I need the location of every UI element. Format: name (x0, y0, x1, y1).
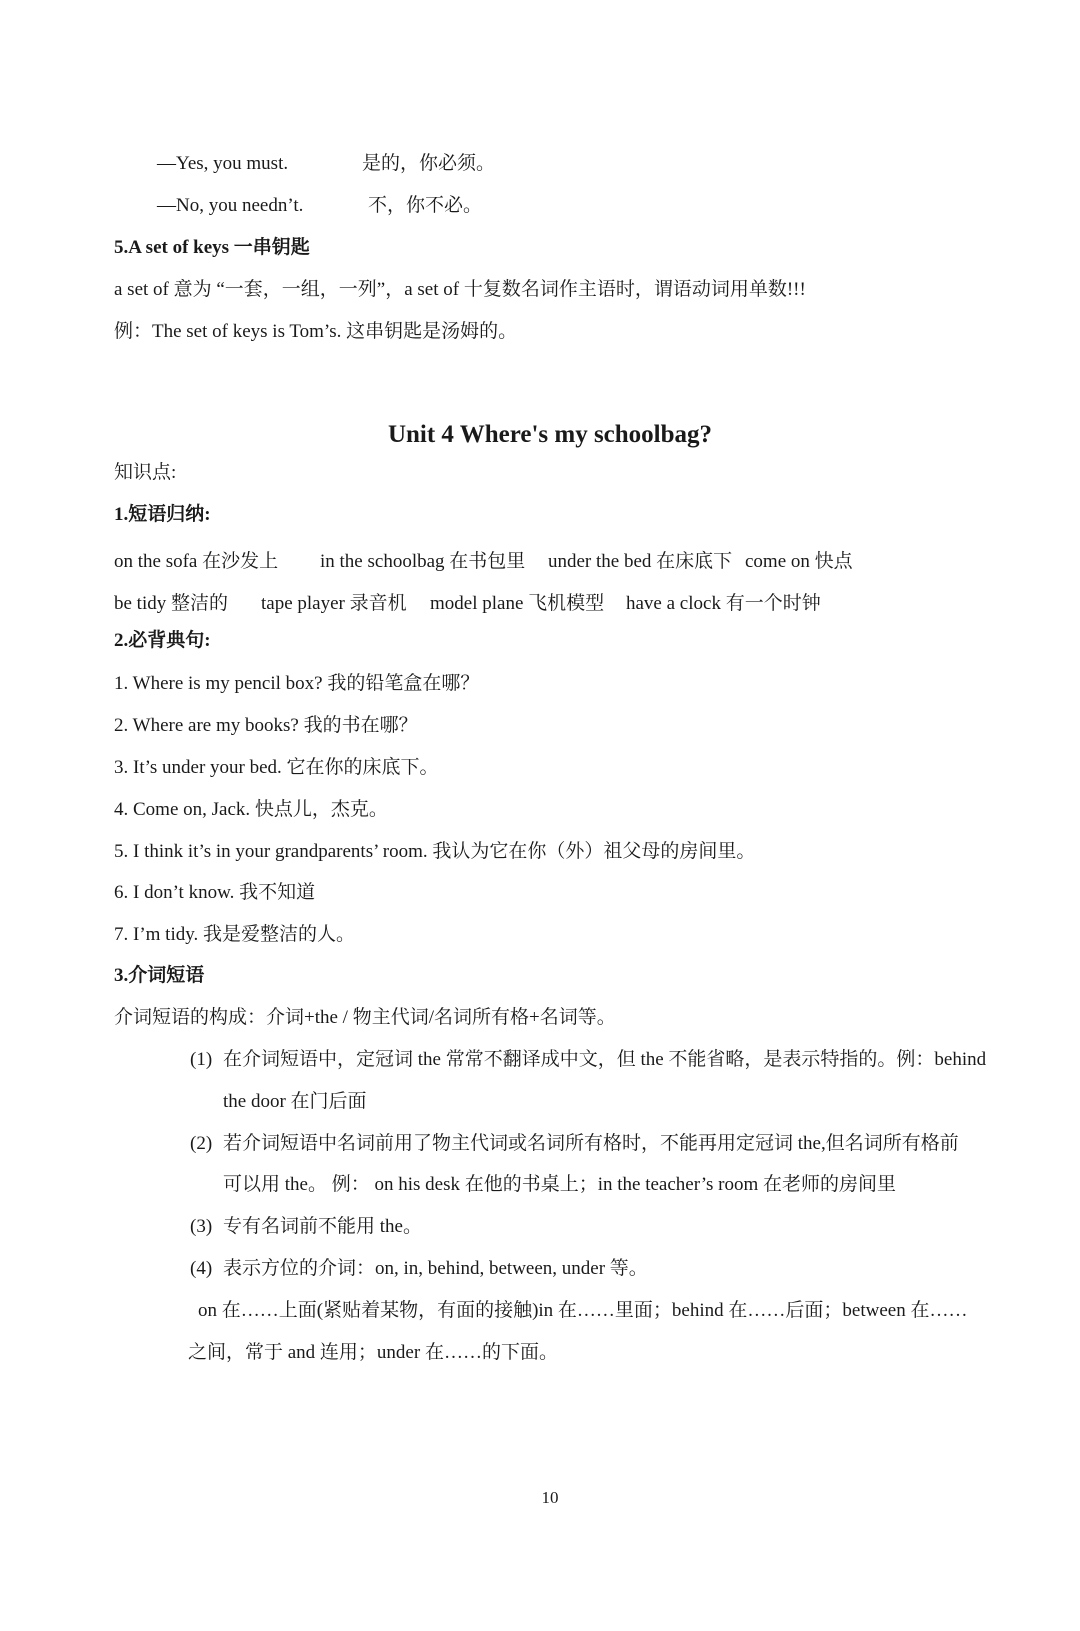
sentence-item: 3. It’s under your bed. 它在你的床底下。 (114, 757, 439, 778)
rule-number: (2) (190, 1133, 213, 1154)
unit-title: Unit 4 Where's my schoolbag? (387, 421, 713, 448)
set-of-keys-heading: 5.A set of keys 一串钥匙 (114, 237, 310, 258)
phrases-heading: 1.短语归纳: (114, 504, 211, 525)
sentence-item: 7. I’m tidy. 我是爱整洁的人。 (114, 924, 356, 945)
knowledge-label: 知识点: (114, 462, 177, 483)
rule-text-continued: 可以用 the。 例： on his desk 在他的书桌上；in the teacher’s room 在老师的房间里 (223, 1174, 897, 1195)
phrase-item: under the bed 在床底下 (548, 551, 733, 572)
set-of-keys-example: 例：The set of keys is Tom’s. 这串钥匙是汤姆的。 (114, 321, 518, 342)
sentence-item: 1. Where is my pencil box? 我的铅笔盒在哪？ (114, 673, 480, 694)
dialog-no-english: —No, you needn’t. (157, 195, 304, 216)
set-of-keys-explanation: a set of 意为 “一套，一组，一列”，a set of 十复数名词作主语时，谓语动词用单数!!! (114, 279, 806, 300)
dialog-no-chinese: 不，你不必。 (368, 195, 483, 216)
rule-text: 在介词短语中，定冠词 the 常常不翻译成中文，但 the 不能省略，是表示特指的。例：behind (223, 1049, 987, 1070)
rule-number: (4) (190, 1258, 213, 1279)
phrase-item: in the schoolbag 在书包里 (320, 551, 526, 572)
sentence-item: 5. I think it’s in your grandparents’ room. 我认为它在你（外）祖父母的房间里。 (114, 841, 756, 862)
prep-heading: 3.介词短语 (114, 965, 205, 986)
phrase-item: be tidy 整洁的 (114, 593, 228, 614)
sentence-item: 2. Where are my books? 我的书在哪？ (114, 715, 418, 736)
sentence-item: 6. I don’t know. 我不知道 (114, 882, 316, 903)
prep-structure: 介词短语的构成：介词+the / 物主代词/名词所有格+名词等。 (114, 1007, 616, 1028)
prep-meaning-note: on 在……上面(紧贴着某物，有面的接触)in 在……里面；behind 在……后面；between 在…… (198, 1300, 968, 1321)
rule-text: 若介词短语中名词前用了物主代词或名词所有格时，不能再用定冠词 the,但名词所有格前 (223, 1133, 959, 1154)
dialog-yes-english: —Yes, you must. (157, 153, 289, 174)
sentences-heading: 2.必背典句: (114, 630, 211, 651)
dialog-yes-chinese: 是的，你必须。 (362, 153, 496, 174)
rule-text-continued: the door 在门后面 (223, 1091, 367, 1112)
page-number: 10 (541, 1488, 559, 1507)
rule-number: (1) (190, 1049, 213, 1070)
phrase-item: come on 快点 (745, 551, 853, 572)
sentence-item: 4. Come on, Jack. 快点儿，杰克。 (114, 799, 388, 820)
phrase-item: have a clock 有一个时钟 (626, 593, 821, 614)
rule-text: 专有名词前不能用 the。 (223, 1216, 422, 1237)
prep-meaning-note-continued: 之间，常于 and 连用；under 在……的下面。 (188, 1342, 558, 1363)
phrase-item: on the sofa 在沙发上 (114, 551, 279, 572)
phrase-item: model plane 飞机模型 (430, 593, 605, 614)
rule-number: (3) (190, 1216, 213, 1237)
phrase-item: tape player 录音机 (261, 593, 407, 614)
rule-text: 表示方位的介词：on, in, behind, between, under 等。 (223, 1258, 648, 1279)
